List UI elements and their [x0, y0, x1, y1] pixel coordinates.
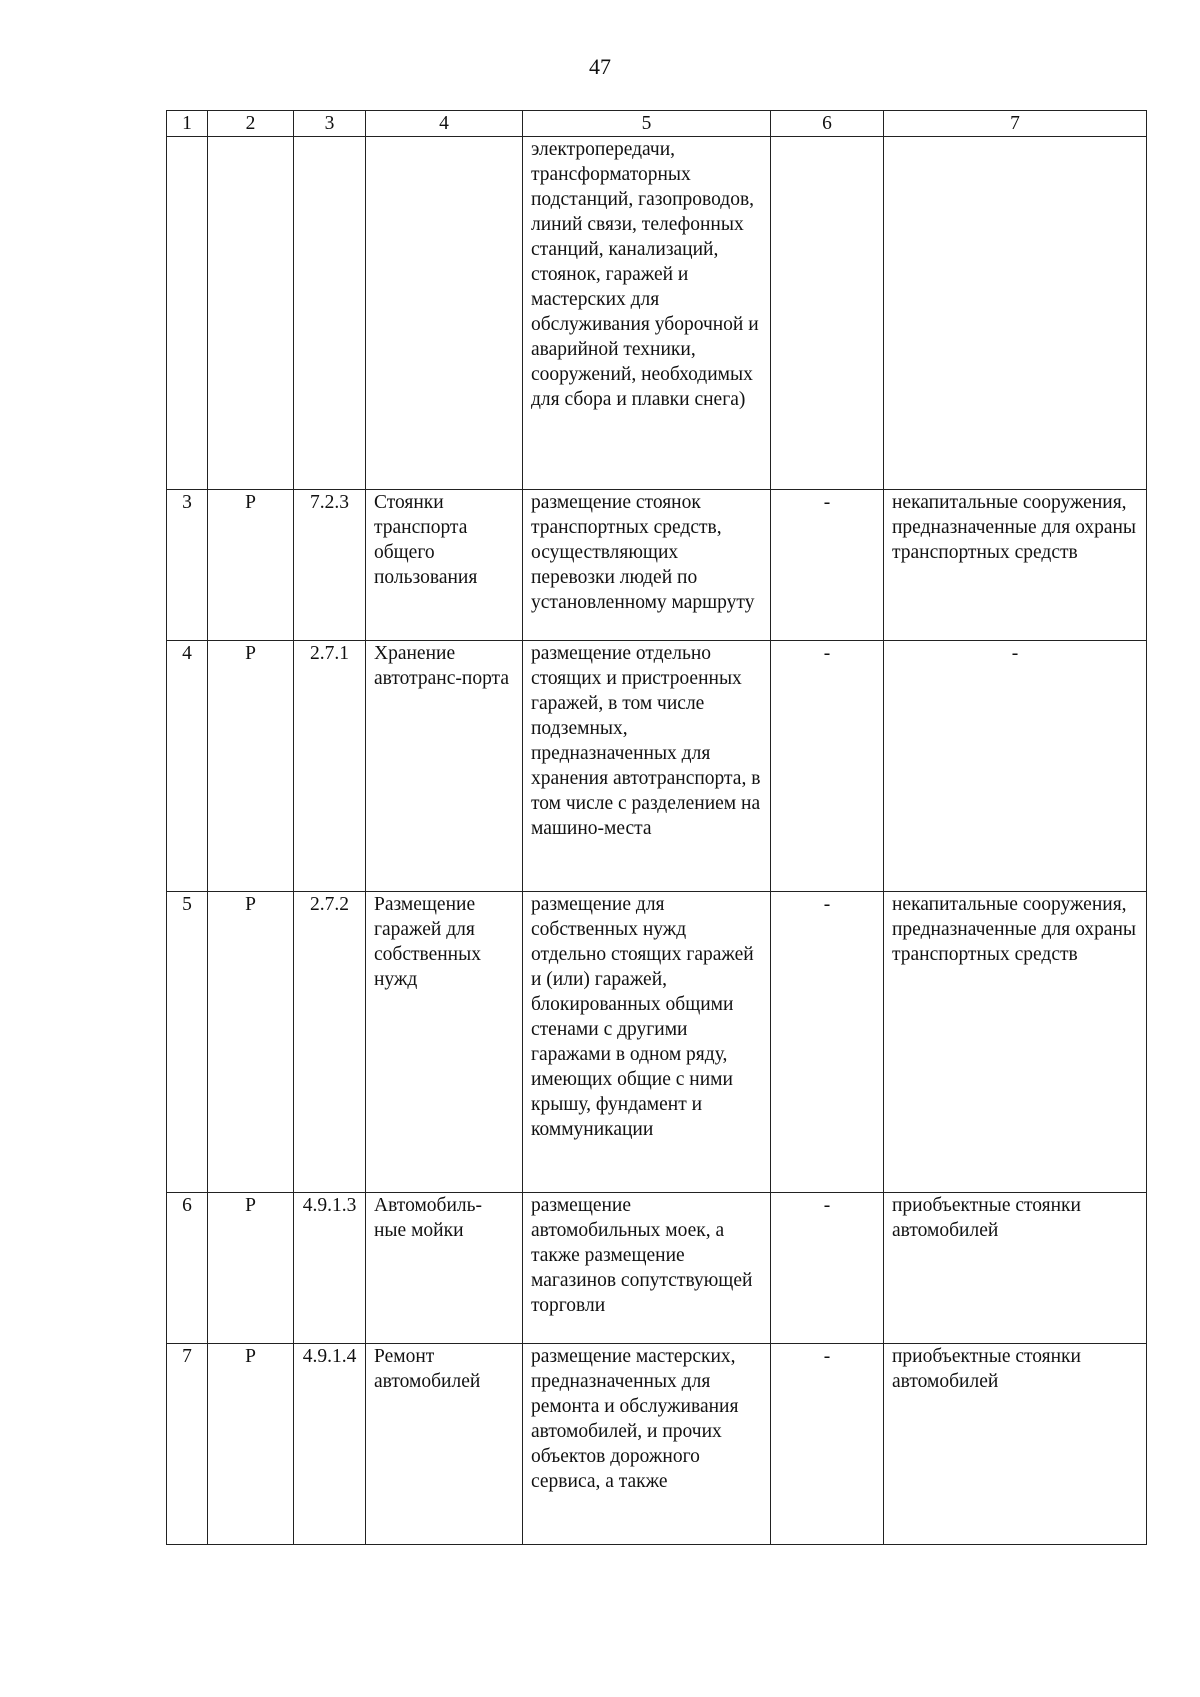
- page-number: 47: [589, 54, 611, 79]
- column-header-3: 3: [294, 111, 366, 137]
- cell-zone: [208, 137, 294, 490]
- cell-description: размещение отдельно стоящих и пристроенных гаражей, в том числе подземных, предназначенных для хранения автотранспорта, в том числе с разделением на машино-места: [523, 641, 771, 892]
- cell-param: -: [771, 641, 884, 892]
- cell-description: размещение автомобильных моек, а также размещение магазинов сопутствующей торговли: [523, 1193, 771, 1344]
- cell-zone: Р: [208, 1193, 294, 1344]
- cell-code: [294, 137, 366, 490]
- column-header-2: 2: [208, 111, 294, 137]
- cell-num: 3: [167, 490, 208, 641]
- table-row: [167, 892, 1147, 1193]
- cell-zone: Р: [208, 1344, 294, 1545]
- land-use-table: [166, 110, 1147, 1545]
- cell-num: 4: [167, 641, 208, 892]
- cell-code: 4.9.1.3: [294, 1193, 366, 1344]
- cell-code: 4.9.1.4: [294, 1344, 366, 1545]
- cell-extra: некапитальные сооружения, предназначенные для охраны транспортных средств: [884, 892, 1147, 1193]
- cell-extra: приобъектные стоянки автомобилей: [884, 1344, 1147, 1545]
- cell-code: 7.2.3: [294, 490, 366, 641]
- column-header-1: 1: [167, 111, 208, 137]
- cell-name: Хранение автотранс-порта: [366, 641, 523, 892]
- cell-param: -: [771, 1193, 884, 1344]
- cell-zone: Р: [208, 892, 294, 1193]
- cell-name: Автомобиль-ные мойки: [366, 1193, 523, 1344]
- table-row: [167, 490, 1147, 641]
- cell-extra: некапитальные сооружения, предназначенные для охраны транспортных средств: [884, 490, 1147, 641]
- cell-param: -: [771, 1344, 884, 1545]
- cell-name: Ремонт автомобилей: [366, 1344, 523, 1545]
- column-header-6: 6: [771, 111, 884, 137]
- table-row-continuation: [167, 137, 1147, 490]
- table-row: [167, 641, 1147, 892]
- cell-extra: [884, 137, 1147, 490]
- cell-param: -: [771, 490, 884, 641]
- table-row: [167, 1193, 1147, 1344]
- cell-description: электропередачи, трансформаторных подстанций, газопроводов, линий связи, телефонных станций, канализаций, стоянок, гаражей и мастерских для обслуживания уборочной и аварийной техники, сооружений, необходимых для сбора и плавки снега): [523, 137, 771, 490]
- column-header-4: 4: [366, 111, 523, 137]
- cell-extra: приобъектные стоянки автомобилей: [884, 1193, 1147, 1344]
- column-header-7: 7: [884, 111, 1147, 137]
- cell-num: [167, 137, 208, 490]
- cell-name: [366, 137, 523, 490]
- table-row: [167, 1344, 1147, 1545]
- cell-code: 2.7.1: [294, 641, 366, 892]
- cell-name: Размещение гаражей для собственных нужд: [366, 892, 523, 1193]
- cell-code: 2.7.2: [294, 892, 366, 1193]
- cell-name: Стоянки транспорта общего пользования: [366, 490, 523, 641]
- cell-num: 6: [167, 1193, 208, 1344]
- column-header-5: 5: [523, 111, 771, 137]
- cell-description: размещение мастерских, предназначенных для ремонта и обслуживания автомобилей, и прочих объектов дорожного сервиса, а также: [523, 1344, 771, 1545]
- cell-description: размещение стоянок транспортных средств, осуществляющих перевозки людей по установленному маршруту: [523, 490, 771, 641]
- cell-param: [771, 137, 884, 490]
- cell-description: размещение для собственных нужд отдельно стоящих гаражей и (или) гаражей, блокированных общими стенами с другими гаражами в одном ряду, имеющих общие с ними крышу, фундамент и коммуникации: [523, 892, 771, 1193]
- cell-zone: Р: [208, 490, 294, 641]
- cell-param: -: [771, 892, 884, 1193]
- cell-zone: Р: [208, 641, 294, 892]
- cell-extra: -: [884, 641, 1147, 892]
- cell-num: 5: [167, 892, 208, 1193]
- cell-num: 7: [167, 1344, 208, 1545]
- header-row: [167, 111, 1147, 137]
